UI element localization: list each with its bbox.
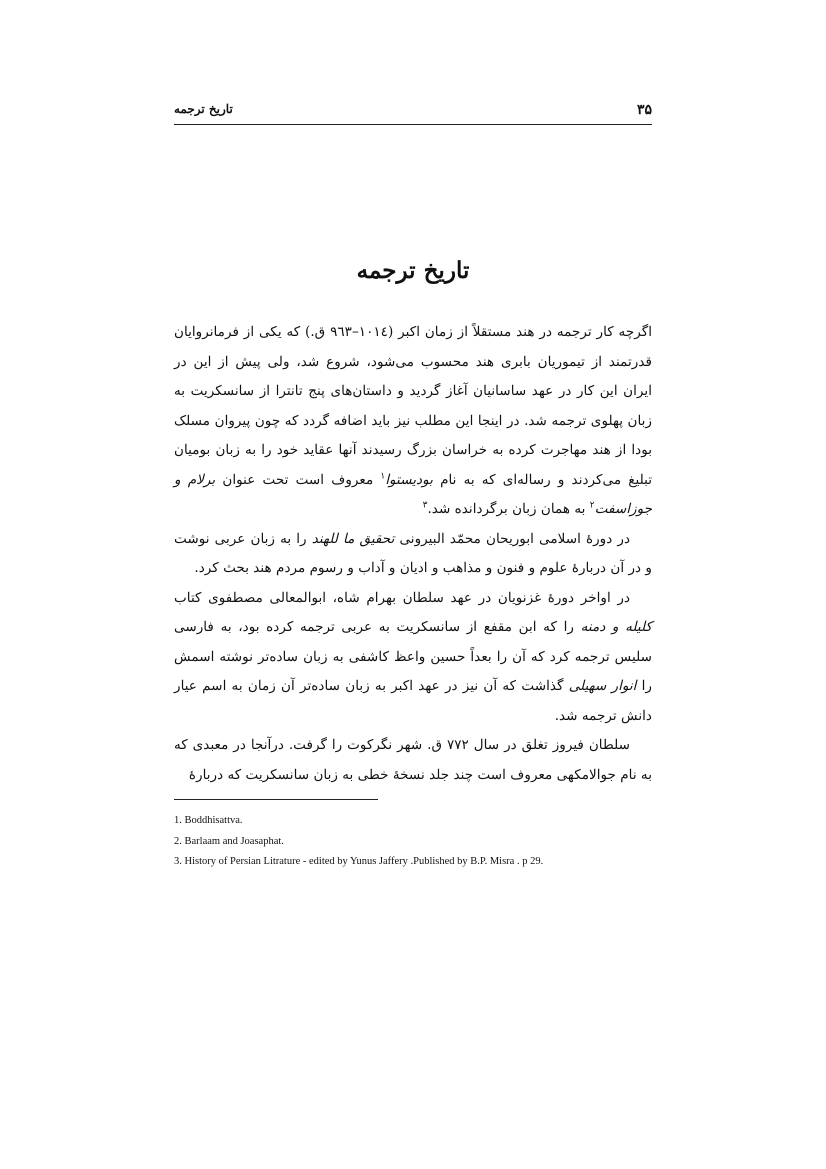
footnote-1: 1. Boddhisattva. <box>174 815 243 826</box>
running-header <box>174 100 652 125</box>
paragraph-2-text-a: در دورهٔ اسلامی ابوریحان محمّد البیرونی <box>394 530 631 547</box>
footnote-rule <box>174 799 378 800</box>
paragraph-3-italic-kalila: کلیله و دمنه <box>580 619 652 635</box>
paragraph-2-text-b: را به زبان عربی نوشت و در آن دربارهٔ علوم و فنون و مذاهب و ادیان و آداب و رسوم مردم هند بحث کرد. <box>174 530 652 576</box>
paragraph-1 <box>174 318 652 525</box>
paragraph-3-text-b: را که ابن مقفع از سانسکریت به عربی ترجمه کرده بود، به فارسی سلیس ترجمه کرد که آن را بعداً حسین واعظ کاشفی به زبان ساده‌تر نوشته اسمش را <box>174 619 652 694</box>
footnote-marker-3: ۳ <box>422 500 428 511</box>
paragraph-3-italic-anvar: انوار سهیلی <box>568 678 637 694</box>
paragraph-2-italic-tahqiq: تحقیق ما للهند <box>311 530 395 547</box>
paragraph-1-italic-boddhisattva: بودیستوا <box>385 471 433 488</box>
paragraph-1-text-b: معروف است تحت عنوان <box>215 471 381 488</box>
paragraph-1-text-c: به همان زبان برگردانده شد. <box>427 501 590 517</box>
running-title: تاریخ ترجمه <box>174 102 233 116</box>
paragraph-3-text-c: گذاشت که آن نیز در عهد اکبر به زبان ساده‌تر آن زمان به اسم عیار دانش ترجمه شد. <box>174 678 652 724</box>
page-number: ۳۵ <box>636 102 652 118</box>
footnotes <box>174 811 652 873</box>
footnote-3: 3. History of Persian Litrature - edited by Yunus Jaffery .Published by B.P. Misra . p 29. <box>174 856 544 867</box>
paragraph-4-text-a: سلطان فیروز تغلق در سال ۷۷۲ ق. شهر نگرکوت را گرفت. درآنجا در معبدی که به نام جوالامکهی معروف است چند جلد نسخهٔ خطی به زبان سانسکریت که دربارهٔ <box>174 737 652 783</box>
body-text <box>174 318 652 790</box>
paragraph-1-italic-barlaam: برلام و جوزاسفت <box>174 471 652 517</box>
footnote-2: 2. Barlaam and Joasaphat. <box>174 835 284 847</box>
footnote-marker-1: ۱ <box>380 470 386 481</box>
footnote-marker-2: ۲ <box>589 500 595 511</box>
paragraph-3 <box>174 584 652 732</box>
chapter-title: تاریخ ترجمه <box>356 257 470 284</box>
paragraph-1-text-a: اگرچه کار ترجمه در هند مستقلاً از زمان اکبر (۱۰۱٤–۹٦۳ ق.) که یکی از فرمانروایان قدرتمند از تیموریان بابری هند محسوب می‌شود، شروع شد، ولی پیش از این در ایران این کار در عهد ساسانیان آغاز گردید و داستان‌های پنج تانترا از سانسکریت به زبان پهلوی ترجمه شد. در اینجا این مطلب نیز باید اضافه گردد که چون پیروان مسلک بودا از هند مهاجرت کرده به خراسان بزرگ رسیدند آنها عقاید خود را به زبان بومیان تبلیغ می‌کردند و رساله‌ای که به نام <box>174 324 652 488</box>
paragraph-3-text-a: در اواخر دورهٔ غزنویان در عهد سلطان بهرام شاه، ابوالمعالی مصطفوی کتاب <box>174 589 630 606</box>
paragraph-4 <box>174 731 652 790</box>
paragraph-2 <box>174 525 652 584</box>
